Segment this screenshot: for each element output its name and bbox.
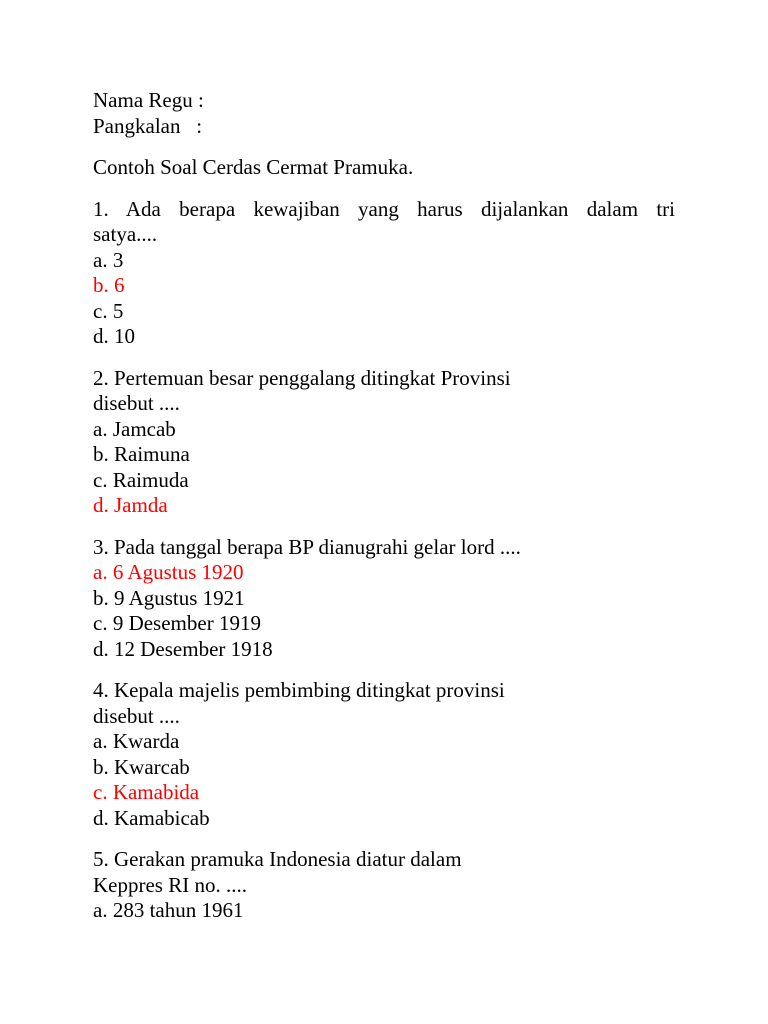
- question-2-option-b: b. Raimuna: [93, 442, 190, 466]
- spacer: [93, 662, 675, 678]
- question-5-option-a: a. 283 tahun 1961: [93, 898, 244, 922]
- question-5-line-2: Keppres RI no. ....: [93, 872, 247, 897]
- spacer: [93, 350, 675, 366]
- spacer: [93, 139, 675, 155]
- spacer: [93, 181, 675, 197]
- question-1-text: [93, 197, 675, 223]
- question-2-option-d-correct: d. Jamda: [93, 493, 168, 517]
- document-title: Contoh Soal Cerdas Cermat Pramuka.: [93, 155, 414, 179]
- question-1-line-1: 1. Ada berapa kewajiban yang harus dijalankan dalam tri: [93, 196, 675, 221]
- question-5: [93, 847, 675, 924]
- question-4-line-1: 4. Kepala majelis pembimbing ditingkat provinsi: [93, 678, 505, 702]
- question-2: [93, 366, 675, 519]
- question-3-option-b: b. 9 Agustus 1921: [93, 585, 245, 610]
- question-4-option-a: a. Kwarda: [93, 729, 180, 753]
- question-2-line-2: disebut ....: [93, 391, 180, 415]
- question-3-line-1: 3. Pada tanggal berapa BP dianugrahi gelar lord ....: [93, 534, 521, 559]
- spacer: [93, 519, 675, 535]
- question-3-option-a-correct: a. 6 Agustus 1920: [93, 560, 244, 584]
- base-label: Pangkalan :: [93, 113, 203, 138]
- question-1-option-b-correct: b. 6: [93, 273, 125, 297]
- question-4-option-c-correct: c. Kamabida: [93, 780, 200, 804]
- question-1-option-a: a. 3: [93, 247, 124, 272]
- question-4-option-d: d. Kamabicab: [93, 805, 210, 830]
- question-2-line-1: 2. Pertemuan besar penggalang ditingkat Provinsi: [93, 365, 511, 390]
- question-4-line-2: disebut ....: [93, 703, 180, 728]
- document-page: [93, 88, 675, 924]
- question-3-option-d: d. 12 Desember 1918: [93, 636, 273, 661]
- question-4: [93, 678, 675, 831]
- spacer: [93, 831, 675, 847]
- question-1-line-2: satya....: [93, 222, 158, 246]
- question-3-option-c: c. 9 Desember 1919: [93, 611, 261, 635]
- question-1-option-d: d. 10: [93, 324, 135, 348]
- question-2-option-c: c. Raimuda: [93, 467, 189, 492]
- question-5-line-1: 5. Gerakan pramuka Indonesia diatur dalam: [93, 847, 462, 871]
- question-1: [93, 197, 675, 350]
- team-name-label: Nama Regu :: [93, 88, 204, 112]
- question-3: [93, 535, 675, 663]
- question-2-option-a: a. Jamcab: [93, 416, 176, 441]
- question-4-option-b: b. Kwarcab: [93, 754, 190, 779]
- question-1-option-c: c. 5: [93, 298, 124, 323]
